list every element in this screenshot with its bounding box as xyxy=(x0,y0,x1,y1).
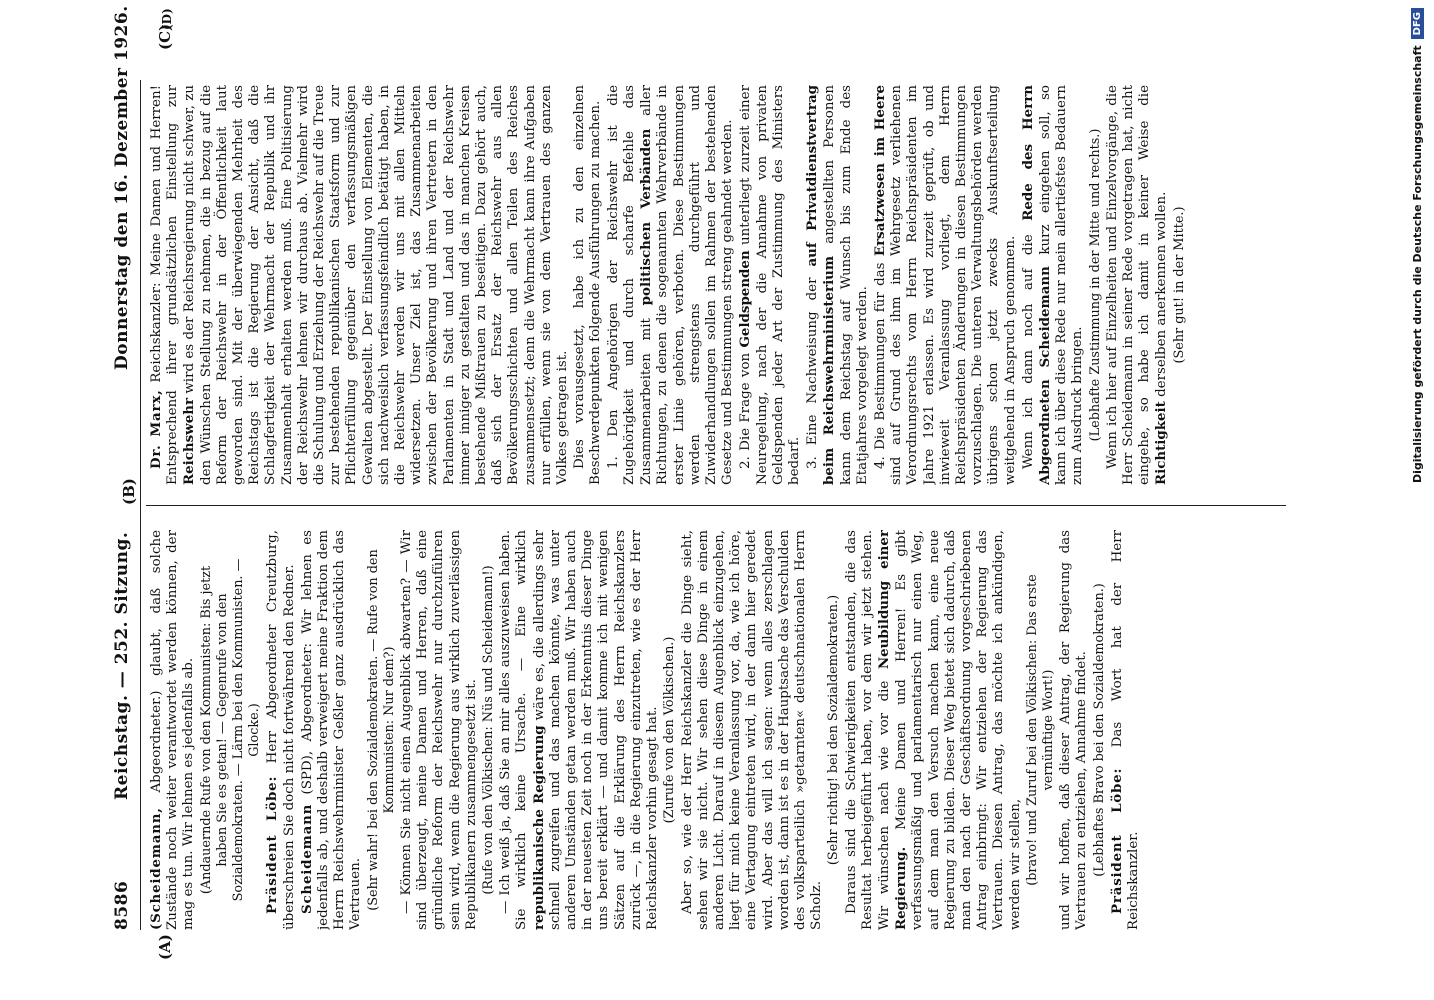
paragraph-text: Herr Abgeordneter Creutzburg, überschreien Sie doch nicht fortwährend den Redner. xyxy=(265,530,297,930)
paragraph-text: glaubt, daß solche Zustände noch weiter verantwortet werden können, der mag es tun. Wir lehnen es jedenfalls ab. xyxy=(149,530,197,930)
paragraph-text: wird es der Reichsregierung nicht schwer, zu den Wünschen Stellung zu nehmen, die in bezug auf die Reform der Reichswehr in der Öffentlichkeit laut geworden sind. Mit der überwiegenden Mehrheit des Reichstags ist die Regierung der Ansicht, daß die Schlagfertigkeit der Wehrmacht der Republik und ihr Zusammenhalt erhalten werden muß. Eine Politisierung der Reichswehr lehnen wir durchaus ab. Vielmehr wird die Schulung und Erziehung der Reichswehr auf die Treue zur bestehenden republikanischen Staatsform und zur Pflichterfüllung gegenüber den verfassungsmäßigen Gewalten abgestellt. Der Einstellung von Elementen, die sich nachweislich verfassungsfeindlich betätigt haben, in die Reichswehr werden wir uns mit allen Mitteln widersetzen. Unser Ziel ist, das Zusammenarbeiten zwischen der Bevölkerung und ihren Vertretern in den Parlamenten in Stadt und Land und der Reichswehr immer inniger zu gestalten und das in manchen Kreisen bestehende Mißtrauen zu beseitigen. Dazu gehört auch, daß sich der Ersatz der Reichswehr aus allen Bevölkerungsschichten und allen Teilen des Reiches zusammensetzt; denn die Wehrmacht kann ihre Aufgaben nur erfüllen, wenn sie von dem Vertrauen des ganzen Volkes getragen ist. xyxy=(182,85,571,485)
interjection: (Rufe von den Völkischen: Nüs und Scheidemann!) xyxy=(481,565,497,895)
running-header xyxy=(112,5,140,930)
paragraph-text: Wenn ich hier auf Einzelheiten und Einzelvorgänge, die Herr Scheidemann in seiner Rede vorgetragen hat, nicht eingehe, so habe ich damit in keiner Weise die xyxy=(1104,85,1153,485)
speaker-name: Dr. Marx, xyxy=(148,389,164,469)
interjection: (bravo! und Zuruf bei den Völkischen: Das erste vernünftige Wort!) xyxy=(1024,574,1056,886)
paragraph-text: Das Wort hat der Herr Reichskanzler. xyxy=(1109,530,1141,930)
paragraph-text: 2. Die Frage von xyxy=(738,352,754,469)
header-rule xyxy=(140,80,141,930)
paragraph xyxy=(737,85,803,485)
margin-mark-b: (B) xyxy=(120,478,138,505)
interjection: (Sehr gut! in der Mitte.) xyxy=(1171,206,1187,364)
paragraph xyxy=(804,85,871,485)
margin-mark-c: (C) xyxy=(156,23,174,50)
speaker-role: Abgeordneter.) xyxy=(149,690,164,793)
paragraph xyxy=(148,85,571,485)
paragraph-text: wäre es, die allerdings sehr schnell zugreifen und das machen könnte, was unter anderen Umständen getan werden muß. Wir haben auch in der neuesten Zeit noch in der Erkenntnis dieser Dinge uns bereit erklärt — und damit komme ich mit wenigen Sätzen auf die Erklärung des Herrn Reichskanzlers zurück —, in die Regierung einzutreten, wie es der Herr Reichskanzler vorhin gesagt hat. xyxy=(531,530,661,930)
credit-line xyxy=(1404,8,1430,992)
credit-text: Digitalisierung gefördert durch die Deutsche Forschungsgemeinschaft xyxy=(1410,45,1424,484)
speaker-name: Präsident Löbe: xyxy=(1108,767,1125,914)
paragraph xyxy=(606,85,737,485)
paragraph-text: Meine Damen und Herren! Es gibt verfassungsmäßig und parlamentarisch nur einen Weg, auf dem man den Versuch machen kann, eine neue Regierung zu bilden. Dieser Weg bietet sich dadurch, daß man den nach der Geschäftsordnung vorgeschriebenen Antrag einbringt: Wir entziehen der Regierung das Vertrauen. Diesen Antrag, das möchte ich ankündigen, werden wir stellen, xyxy=(894,530,1023,930)
interjection: (Lebhafte Zustimmung in der Mitte und rechts.) xyxy=(1087,128,1103,442)
emphasis: Geldspenden xyxy=(737,250,754,348)
margin-mark-a: (A) xyxy=(156,934,174,960)
paragraph: Aber so, wie der Herr Reichskanzler die Dinge sieht, sehen wir sie nicht. Wir sehen diese Dinge in einem anderen Licht. Darauf in diesem Augenblick einzugehen, liegt für mich keine Veranlassung vor, da, wie ich höre, eine Vertagung eintreten wird, in der dann hier geredet wird. Aber das will ich sagen: wenn alles zerschlagen worden ist, dann ist es in der Hauptsache das Verschulden des volksparteilich »getarnten« deutschnationalen Herrn Scholz. xyxy=(679,530,825,930)
emphasis: Neubildung einer Regierung. xyxy=(875,530,910,930)
interjection: (Sehr richtig! bei den Sozialdemokraten.) xyxy=(826,594,842,866)
page-content xyxy=(100,5,1300,960)
interjection: (Lebhaftes Bravo bei den Sozialdemokraten.) xyxy=(1091,583,1107,877)
paragraph-text: Reichskanzler: Meine Damen und Herren! Entsprechend ihrer grundsätzlichen Einstellung zur xyxy=(149,85,181,485)
paragraph xyxy=(498,530,661,930)
paragraph: Dies vorausgesetzt, habe ich zu den einzelnen Beschwerdepunkten folgende Ausführungen zu machen. xyxy=(572,85,604,485)
emphasis: Richtigkeit xyxy=(1153,401,1170,485)
margin-mark-d: (D) xyxy=(160,8,174,30)
paragraph xyxy=(872,85,1019,485)
paragraph-text: sind auf Grund des ihm im Wehrgesetz verliehenen Verordnungsrechts vom Herrn Reichspräsidenten im Jahre 1921 erlassen. Es wird zurzeit geprüft, ob und inwieweit Veranlassung vorliegt, dem Herrn Reichspräsidenten Änderungen in diesen Bestimmungen vorzuschlagen. Die unteren Verwaltungsbehörden werden übrigens schon jetzt zwecks Auskunftserteilung weitgehend in Anspruch genommen. xyxy=(889,85,1018,485)
speaker-name: Präsident Löbe: xyxy=(264,775,281,914)
interjection: (Sehr wahr! bei den Sozialdemokraten. — Rufe von den Kommunisten: Nur dem?) xyxy=(365,549,397,911)
paragraph: — Können Sie nicht einen Augenblick abwarten? — Wir sind überzeugt, meine Damen und Herren, daß eine gründliche Reform der Reichswehr nur durchzuführen sein wird, wenn die Regierung aus wirklich zuverlässigen Republikanern zusammengesetzt ist. xyxy=(399,530,479,930)
emphasis: auf Privatdienstvertrag beim Reichswehrministerium xyxy=(804,85,838,485)
paragraph-text: unterliegt zurzeit einer Neuregelung, nach der die Annahme von privaten Geldspenden jeder Art der Zustimmung des Ministers bedarf. xyxy=(738,85,802,485)
emphasis: republikanische Regierung xyxy=(530,725,547,930)
paragraph xyxy=(1109,530,1142,930)
paragraph-text: Wenn ich dann noch auf die xyxy=(1020,234,1036,469)
paragraph-text: 4. Die Bestimmungen für das xyxy=(872,262,888,469)
interjection: (Zurufe von den Völkischen.) xyxy=(662,636,678,824)
paragraph-text: kurz eingehen soll, so kann ich über diese Rede nur mein allertiefstes Bedauern zum Ausdruck bringen. xyxy=(1037,85,1086,485)
dfg-logo: DFG xyxy=(1411,8,1424,39)
paragraph-text: Daraus sind die Schwierigkeiten entstanden, die das Resultat herbeigeführt haben, vor dem wir jetzt stehen. Wir wünschen nach wie vor die xyxy=(843,530,892,930)
emphasis: politischen Verbänden xyxy=(638,128,655,306)
paragraph-text: — Ich weiß ja, daß Sie an mir alles auszuweisen haben. Sie wirklich keine Ursache. — Eine wirklich xyxy=(498,530,530,930)
emphasis: Rede des Herrn Abgeordneten Scheidemann xyxy=(1019,85,1053,485)
paragraph: und wir hoffen, daß dieser Antrag, der Regierung das Vertrauen zu entziehen, Annahme findet. xyxy=(1058,530,1090,930)
paragraph-text: 3. Eine Nachweisung der xyxy=(805,277,821,469)
session-date: Donnerstag den 16. Dezember 1926. xyxy=(112,5,132,370)
page-number: 8586 xyxy=(112,880,132,930)
paragraph-text: (SPD), Abgeordneter: Wir lehnen es jedenfalls ab, und deshalb verweigert meine Fraktion dem Herrn Reichswehrminister Geßler ganz ausdrücklich das Vertrauen. xyxy=(299,530,364,930)
paragraph xyxy=(148,530,198,930)
column-divider xyxy=(146,505,1286,506)
paragraph xyxy=(844,530,1024,930)
paragraph xyxy=(1020,85,1087,485)
paragraph-text: aller Richtungen, zu denen die sogenannten Wehrverbände in erster Linie gehören, verboten. Diese Bestimmungen werden strengstens durchgeführt und Zuwiderhandlungen sollen im Rahmen der bestehenden Gesetze und Bestimmungen streng geahndet werden. xyxy=(639,85,736,485)
paragraph xyxy=(264,530,297,930)
paragraph-text: derselben anerkennen wollen. xyxy=(1154,191,1170,397)
speaker-name: (Scheidemann, xyxy=(148,807,164,930)
paragraph xyxy=(1105,85,1171,485)
paragraph xyxy=(299,530,365,930)
emphasis: Reichswehr xyxy=(181,398,198,485)
speaker-name: Scheidemann xyxy=(298,803,315,914)
emphasis: Ersatzwesen im Heere xyxy=(871,85,888,257)
session-title: Reichstag. — 252. Sitzung. xyxy=(112,531,132,800)
right-column xyxy=(148,85,1288,485)
digitization-credit xyxy=(1404,8,1430,992)
left-column xyxy=(148,530,1288,930)
paragraph-text: 1. Den Angehörigen der Reichswehr ist die Zugehörigkeit und durch scharfe Befehle das Zusammenarbeiten mit xyxy=(605,85,655,485)
interjection: (Andauernde Rufe von den Kommunisten: Bis jetzt haben Sie es getan! — Gegenrufe von den Sozialdemokraten. — Lärm bei den Kommunisten. — Glocke.) xyxy=(198,558,263,902)
paragraph-text: angestellten Personen kann dem Reichstag auf Wunsch bis zum Ende des Etatjahres vorgelegt werden. xyxy=(822,85,870,485)
